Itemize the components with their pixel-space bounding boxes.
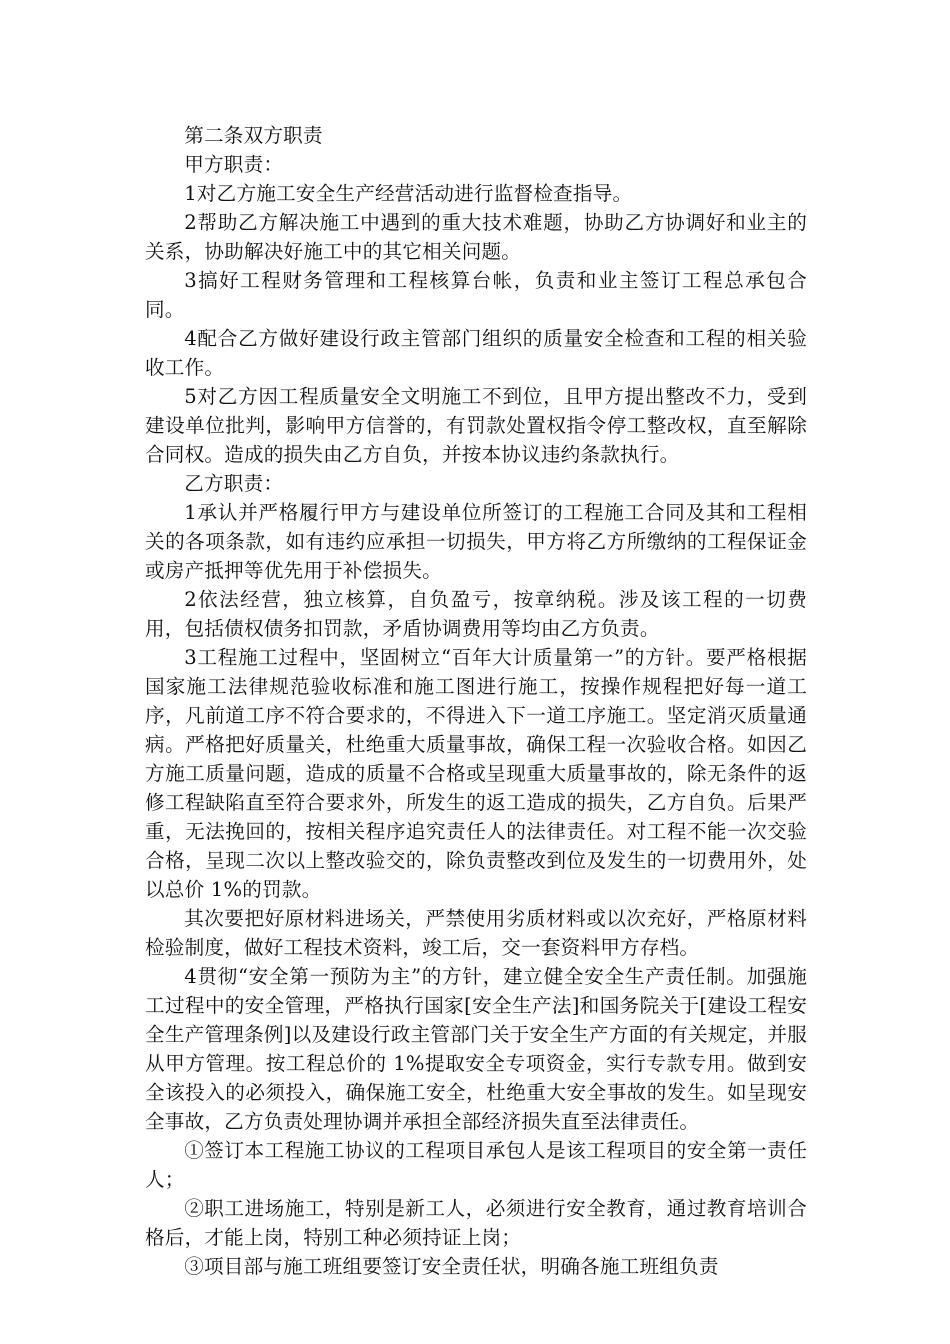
party-a-item-3: 3搞好工程财务管理和工程核算台帐，负责和业主签订工程总承包合同。 xyxy=(145,269,807,321)
party-a-item-1: 1对乙方施工安全生产经营活动进行监督检查指导。 xyxy=(184,182,633,205)
party-a-item-2: 2帮助乙方解决施工中遇到的重大技术难题，协助乙方协调好和业主的关系，协助解决好施工中的其它相关问题。 xyxy=(145,211,807,263)
safety-subitem-3: ③项目部与施工班组要签订安全责任状，明确各施工班组负责 xyxy=(184,1255,719,1278)
party-b-item-2: 2依法经营，独立核算，自负盈亏，按章纳税。涉及该工程的一切费用，包括债权债务扣罚款，矛盾协调费用等均由乙方负责。 xyxy=(145,588,807,640)
document-body xyxy=(145,121,807,1281)
party-a-item-4: 4配合乙方做好建设行政主管部门组织的质量安全检查和工程的相关验收工作。 xyxy=(145,327,807,379)
party-a-item-5: 5对乙方因工程质量安全文明施工不到位，且甲方提出整改不力，受到建设单位批判，影响甲方信誉的，有罚款处置权指令停工整改权，直至解除合同权。造成的损失由乙方自负，并按本协议违约条款执行。 xyxy=(145,385,807,466)
party-b-item-4: 4贯彻“安全第一预防为主”的方针，建立健全安全生产责任制。加强施工过程中的安全管理，严格执行国家[安全生产法]和国务院关于[建设工程安全生产管理条例]以及建设行政主管部门关于安全生产方面的有关规定，并服从甲方管理。按工程总价的 1%提取安全专项资金，实行专款专用。做到安全该投入的必须投入，确保施工安全，杜绝重大安全事故的发生。如呈现安全事故，乙方负责处理协调并承担全部经济损失直至法律责任。 xyxy=(145,965,807,1133)
party-b-item-1: 1承认并严格履行甲方与建设单位所签订的工程施工合同及其和工程相关的各项条款，如有违约应承担一切损失，甲方将乙方所缴纳的工程保证金或房产抵押等优先用于补偿损失。 xyxy=(145,501,807,582)
safety-subitem-1: ①签订本工程施工协议的工程项目承包人是该工程项目的安全第一责任人； xyxy=(145,1139,807,1191)
party-b-heading: 乙方职责： xyxy=(184,472,284,495)
safety-subitem-2: ②职工进场施工，特别是新工人，必须进行安全教育，通过教育培训合格后，才能上岗，特别工种必须持证上岗； xyxy=(145,1197,807,1249)
section-heading: 第二条双方职责 xyxy=(184,124,323,147)
party-b-item-3: 3工程施工过程中，坚固树立“百年大计质量第一”的方针。要严格根据国家施工法律规范验收标准和施工图进行施工，按操作规程把好每一道工序，凡前道工序不符合要求的，不得进入下一道工序施工。坚定消灭质量通病。严格把好质量关，杜绝重大质量事故，确保工程一次验收合格。如因乙方施工质量问题，造成的质量不合格或呈现重大质量事故的，除无条件的返修工程缺陷直至符合要求外，所发生的返工造成的损失，乙方自负。后果严重，无法挽回的，按相关程序追究责任人的法律责任。对工程不能一次交验合格，呈现二次以上整改验交的，除负责整改到位及发生的一切费用外，处以总价 1%的罚款。 xyxy=(145,646,807,901)
party-b-item-3-materials: 其次要把好原材料进场关，严禁使用劣质材料或以次充好，严格原材料检验制度，做好工程技术资料，竣工后，交一套资料甲方存档。 xyxy=(145,907,807,959)
party-a-heading: 甲方职责： xyxy=(184,153,284,176)
